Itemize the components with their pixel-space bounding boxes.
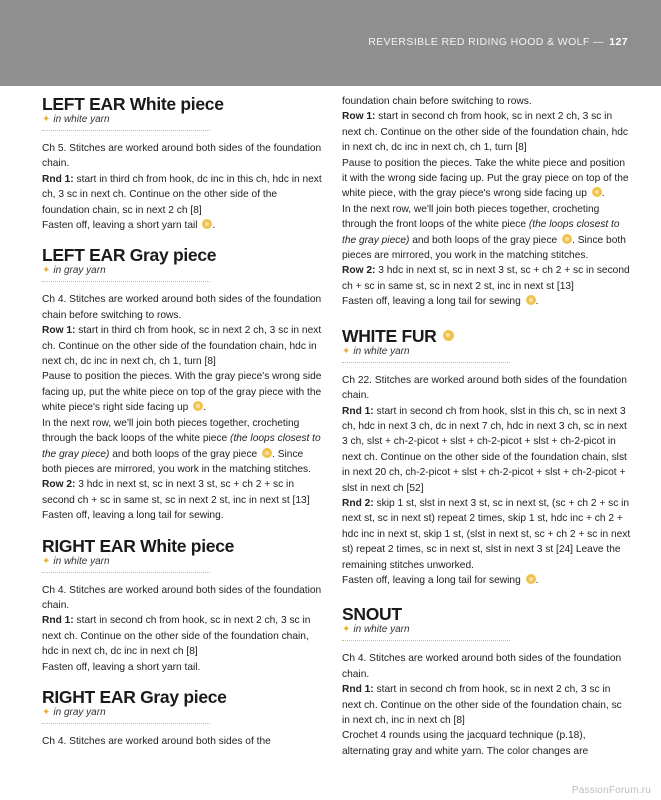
- note-badge-icon: [526, 295, 536, 305]
- section-left-ear-white: [42, 94, 322, 233]
- paragraph: Ch 4. Stitches are worked around both sides of the: [42, 735, 271, 747]
- note-badge-icon: [562, 234, 572, 244]
- running-header: [368, 36, 628, 48]
- divider: [42, 572, 210, 573]
- divider: [42, 723, 210, 724]
- divider: [342, 362, 510, 363]
- yarn-note: ✦ in gray yarn: [42, 265, 106, 277]
- star-icon: ✦: [42, 114, 51, 125]
- section-title: RIGHT EAR Gray piece: [42, 686, 227, 707]
- section-left-ear-gray: [42, 245, 322, 523]
- section-right-ear-white: [42, 536, 322, 675]
- note-badge-icon: [262, 448, 272, 458]
- star-icon: ✦: [342, 624, 351, 636]
- section-right-ear-gray: [42, 687, 322, 749]
- yarn-note: ✦ in gray yarn: [42, 706, 106, 718]
- paragraph: Ch 22. Stitches are worked around both sides of the foundation chain. Rnd 1: start in second ch from hook, slst in this ch, sc in next 3 ch, hdc in next 3 ch, dc in next 7 ch, hdc in next 3 ch, sc in next 3 ch, slst + ch-2-picot + slst + ch-2-picot + slst + ch-2-picot in next ch. Continue on the other side of the foundation chain, slst in next 20 ch, ch-2-picot + slst + ch-2-picot + slst + ch-2-picot + slst in next ch [52] Rnd 2: skip 1 st, slst in next 3 st, sc in next st, (sc + ch 2 + sc in next st, sc in next st) repeat 2 times, skip 1 st, hdc inc + ch 2 + hdc inc in next st, skip 1 st, (slst in next st, sc + ch 2 + sc in next st) repeat 2 times, sc in next st, slst in next 3 st [24] Leave the remaining stitches unworked. Fasten off, leaving a long tail for sewing .: [342, 374, 631, 586]
- right-column: [342, 94, 632, 771]
- section-title: LEFT EAR White piece: [42, 94, 224, 114]
- section-snout: [342, 604, 632, 759]
- paragraph: Ch 4. Stitches are worked around both sides of the foundation chain. Rnd 1: start in second ch from hook, sc in next 2 ch, 3 sc in next ch. Continue on the other side of the foundation chain, sc in next ch, inc in next ch [8] Crochet 4 rounds using the jacquard technique (p.18), alternating gray and white yarn. The color changes are: [342, 653, 622, 757]
- running-header-title: REVERSIBLE RED RIDING HOOD & WOLF —: [368, 36, 604, 48]
- section-right-ear-gray-continued: [342, 94, 632, 310]
- page-number: 127: [609, 36, 628, 48]
- section-white-fur: [342, 326, 632, 589]
- yarn-note: ✦ in white yarn: [342, 345, 410, 357]
- yarn-note: ✦ in white yarn: [342, 624, 410, 636]
- section-title: LEFT EAR Gray piece: [42, 245, 217, 266]
- note-badge-icon: [443, 330, 454, 341]
- section-title-row: [342, 326, 632, 346]
- yarn-note: ✦ in white yarn: [42, 114, 110, 125]
- divider: [42, 281, 210, 282]
- paragraph: foundation chain before switching to rows. Row 1: start in second ch from hook, sc in next 2 ch, 3 sc in next ch. Continue on the other side of the foundation chain, hdc in next ch, dc inc in next ch, ch 1, turn [8] Pause to position the pieces. Take the white piece and position it with the wrong side facing up. Put the gray piece on top of the white piece, with the gray piece's wrong side facing up . In the next row, we'll join both pieces together, crocheting through the front loops of the white piece (the loops closest to the gray piece) and both loops of the gray piece . Since both pieces are mirrored, you work in the matching stitches. Row 2: 3 hdc in next st, sc in next 3 st, sc + ch 2 + sc in second ch + sc in same st, sc in next 2 st, inc in next st [13] Fasten off, leaving a long tail for sewing .: [342, 96, 630, 308]
- star-icon: ✦: [342, 345, 351, 357]
- paragraph: Ch 5. Stitches are worked around both sides of the foundation chain. Rnd 1: start in third ch from hook, dc inc in this ch, hdc in next ch, 3 sc in next ch. Continue on the other side of the foundation chain, sc in next 2 ch [8] Fasten off, leaving a short yarn tail .: [42, 143, 322, 232]
- note-badge-icon: [193, 401, 203, 411]
- section-title: WHITE FUR: [342, 325, 437, 346]
- star-icon: ✦: [42, 706, 51, 718]
- header-bar: [0, 0, 661, 86]
- left-column: [42, 94, 322, 761]
- note-badge-icon: [526, 574, 536, 584]
- divider: [42, 130, 210, 131]
- section-title: RIGHT EAR White piece: [42, 535, 235, 556]
- watermark: PassionForum.ru: [571, 785, 651, 796]
- star-icon: ✦: [42, 555, 51, 567]
- paragraph: Ch 4. Stitches are worked around both sides of the foundation chain before switching to rows. Row 1: start in third ch from hook, sc in next 2 ch, 3 sc in next ch. Continue on the other side of the foundation chain, hdc in next ch, dc inc in next ch, ch 1, turn [8] Pause to position the pieces. With the gray piece's wrong side facing up, put the white piece on top of the gray piece with the white piece's right side facing up . In the next row, we'll join both pieces together, crocheting through the back loops of the white piece (the loops closest to the gray piece) and both loops of the gray piece . Since both pieces are mirrored, you work in the matching stitches. Row 2: 3 hdc in next st, sc in next 3 st, sc + ch 2 + sc in second ch + sc in same st, sc in next 2 st, inc in next st [13] Fasten off, leaving a long tail for sewing.: [42, 294, 322, 522]
- note-badge-icon: [592, 187, 602, 197]
- section-title: SNOUT: [342, 604, 402, 625]
- paragraph: Ch 4. Stitches are worked around both sides of the foundation chain. Rnd 1: start in second ch from hook, sc in next 2 ch, 3 sc in next ch. Continue on the other side of the foundation chain, hdc in next ch, dc inc in next ch [8] Fasten off, leaving a short yarn tail.: [42, 584, 322, 673]
- yarn-note: ✦ in white yarn: [42, 555, 110, 567]
- divider: [342, 640, 510, 641]
- note-badge-icon: [202, 219, 212, 229]
- star-icon: ✦: [42, 265, 51, 277]
